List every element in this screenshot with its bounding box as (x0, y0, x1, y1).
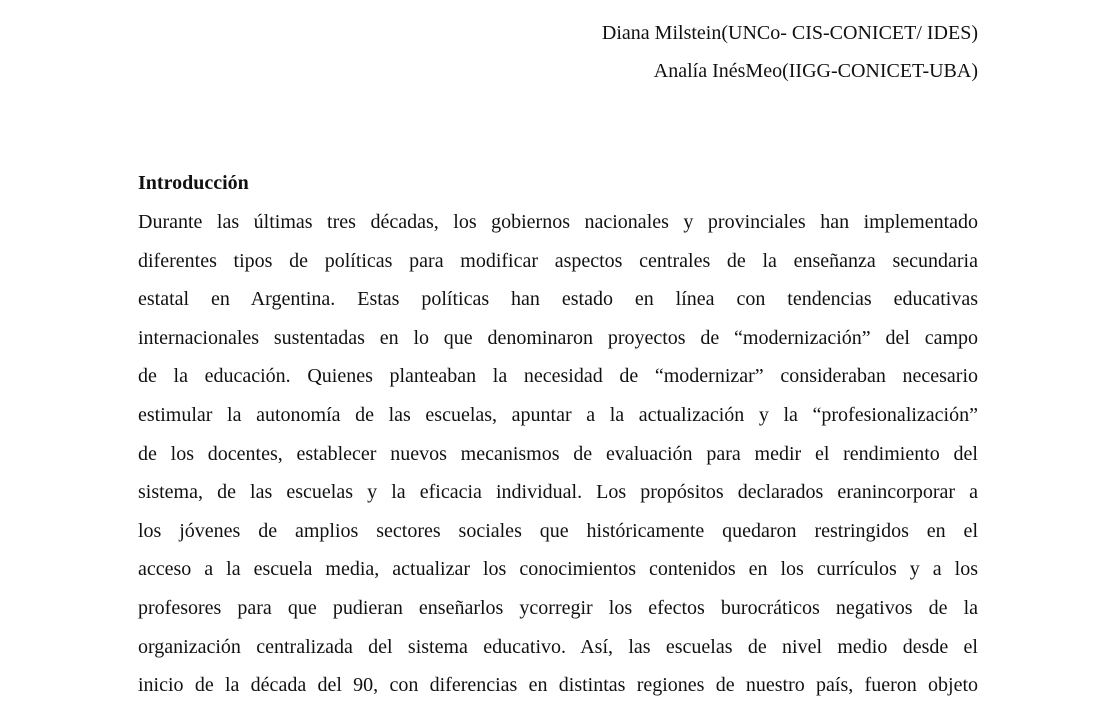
author-line-2: Analía InésMeo(IIGG-CONICET-UBA) (653, 60, 978, 82)
body-line: organización centralizada del sistema educativo. Así, las escuelas de nivel medio desde el (138, 635, 978, 658)
body-paragraph (138, 203, 978, 705)
author-line-1: Diana Milstein(UNCo- CIS-CONICET/ IDES) (601, 22, 978, 44)
body-line: Durante las últimas tres décadas, los gobiernos nacionales y provinciales han implementado (138, 211, 978, 233)
body-line: de los docentes, establecer nuevos mecanismos de evaluación para medir el rendimiento del (138, 442, 978, 465)
body-line: acceso a la escuela media, actualizar los conocimientos contenidos en los currículos y a los (138, 558, 978, 581)
section-heading: Introducción (138, 172, 249, 194)
body-line: internacionales sustentadas en lo que denominaron proyectos de “modernización” del campo (138, 326, 978, 349)
author-affiliations (602, 14, 978, 90)
body-line: de la educación. Quienes planteaban la necesidad de “modernizar” consideraban necesario (138, 365, 978, 388)
body-line: sistema, de las escuelas y la eficacia individual. Los propósitos declarados eranincorporar a (138, 481, 978, 504)
body-line: estatal en Argentina. Estas políticas han estado en línea con tendencias educativas (138, 288, 978, 311)
body-line: estimular la autonomía de las escuelas, apuntar a la actualización y la “profesionalización” (138, 403, 978, 426)
body-line: inicio de la década del 90, con diferencias en distintas regiones de nuestro país, fueron objeto (138, 674, 978, 697)
body-line: profesores para que pudieran enseñarlos ycorregir los efectos burocráticos negativos de la (138, 596, 978, 619)
body-line: diferentes tipos de políticas para modificar aspectos centrales de la enseñanza secundaria (138, 249, 978, 272)
body-line: los jóvenes de amplios sectores sociales que históricamente quedaron restringidos en el (138, 519, 978, 542)
